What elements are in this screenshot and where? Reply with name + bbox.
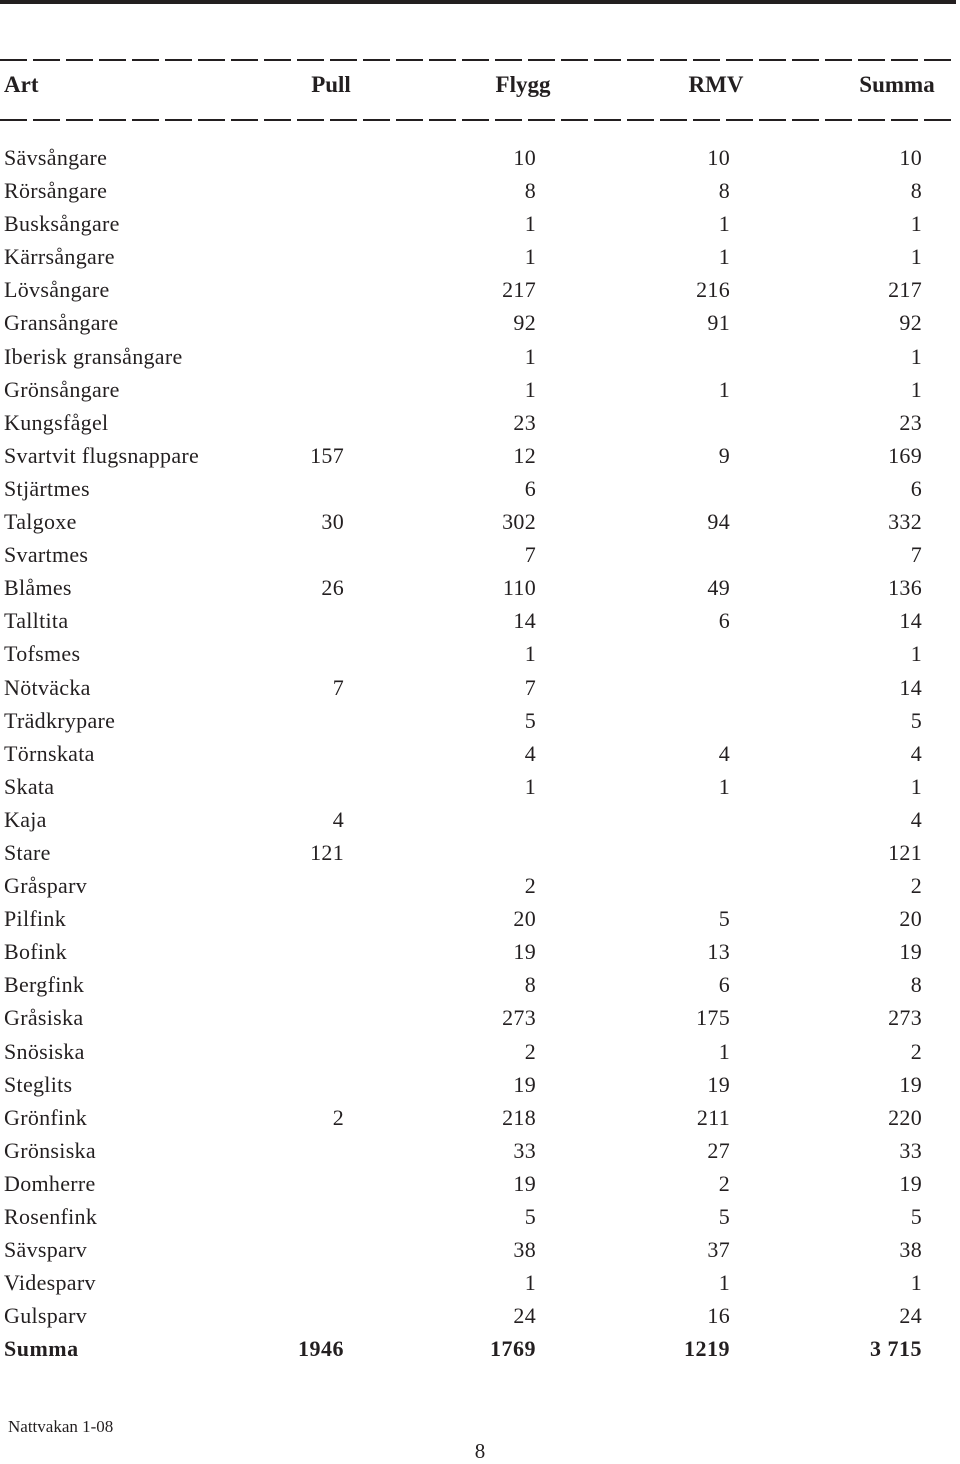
cell-summa: 1 xyxy=(910,343,922,369)
cell-art: Steglits xyxy=(4,1071,73,1097)
cell-summa: 10 xyxy=(899,145,922,170)
cell-summa: 92 xyxy=(899,310,922,336)
cell-summa: 20 xyxy=(899,906,922,932)
cell-flygg: 5 xyxy=(524,707,536,733)
cell-art: Domherre xyxy=(4,1170,96,1196)
cell-rmv: 175 xyxy=(696,1005,730,1031)
cell-art: Törnskata xyxy=(4,740,95,766)
table-row xyxy=(0,902,956,935)
cell-art: Bofink xyxy=(4,939,67,965)
table-row xyxy=(0,306,956,339)
cell-summa: 14 xyxy=(899,608,922,634)
table-row xyxy=(0,869,956,902)
cell-summa: 136 xyxy=(888,575,922,601)
cell-rmv: 6 xyxy=(718,972,730,998)
cell-art: Svartmes xyxy=(4,542,89,568)
table-row xyxy=(0,704,956,737)
cell-flygg: 1 xyxy=(524,343,536,369)
cell-summa: 1 xyxy=(910,1270,922,1296)
table-header xyxy=(0,68,956,102)
cell-rmv: 9 xyxy=(718,442,730,468)
cell-art: Kaja xyxy=(4,806,47,832)
cell-rmv: 19 xyxy=(707,1071,730,1097)
cell-rmv: 5 xyxy=(718,906,730,932)
cell-flygg: 1 xyxy=(524,376,536,402)
cell-summa: 8 xyxy=(910,178,922,204)
cell-rmv: 1 xyxy=(718,244,730,270)
cell-rmv: 27 xyxy=(707,1137,730,1163)
cell-summa: 2 xyxy=(910,873,922,899)
header-dashed-rule-bottom xyxy=(0,119,956,121)
cell-summa: 19 xyxy=(899,939,922,965)
cell-flygg: 2 xyxy=(524,873,536,899)
table-row xyxy=(0,1200,956,1233)
header-art: Art xyxy=(4,72,39,97)
cell-art: Grönsiska xyxy=(4,1137,96,1163)
table-row xyxy=(0,1134,956,1167)
cell-flygg: 24 xyxy=(513,1303,536,1329)
cell-rmv: 1 xyxy=(718,1038,730,1064)
cell-art: Lövsångare xyxy=(4,277,110,303)
table-row xyxy=(0,273,956,306)
cell-rmv: 5 xyxy=(718,1204,730,1229)
cell-summa: 23 xyxy=(899,409,922,435)
cell-pull: 7 xyxy=(332,674,344,700)
table-row xyxy=(0,1101,956,1134)
header-pull: Pull xyxy=(311,72,351,97)
cell-art: Talltita xyxy=(4,608,69,634)
cell-summa: 1 xyxy=(910,244,922,270)
cell-summa: 19 xyxy=(899,1170,922,1196)
cell-rmv: 2 xyxy=(718,1170,730,1196)
cell-summa: 217 xyxy=(888,277,922,303)
cell-art: Nötväcka xyxy=(4,674,91,700)
table-row xyxy=(0,1233,956,1266)
top-rule xyxy=(0,0,956,4)
cell-art: Bergfink xyxy=(4,972,85,998)
cell-rmv: 49 xyxy=(707,575,730,601)
cell-pull: 157 xyxy=(310,442,344,468)
table-row xyxy=(0,1266,956,1299)
cell-rmv: 4 xyxy=(718,740,730,766)
cell-flygg: 19 xyxy=(513,939,536,965)
cell-flygg: 1 xyxy=(524,244,536,270)
cell-flygg: 273 xyxy=(502,1005,536,1031)
cell-rmv: 8 xyxy=(718,178,730,204)
header-summa: Summa xyxy=(859,72,935,97)
table-row xyxy=(0,1068,956,1101)
cell-summa: 5 xyxy=(910,1204,922,1229)
table-row xyxy=(0,472,956,505)
cell-summa: 8 xyxy=(910,972,922,998)
table-row xyxy=(0,770,956,803)
cell-art: Summa xyxy=(4,1336,79,1362)
cell-flygg: 14 xyxy=(513,608,536,634)
table-row xyxy=(0,1167,956,1200)
cell-flygg: 2 xyxy=(524,1038,536,1064)
page-number: 8 xyxy=(474,1439,486,1463)
cell-rmv: 1 xyxy=(718,773,730,799)
cell-summa: 38 xyxy=(899,1237,922,1263)
table-row xyxy=(0,240,956,273)
cell-pull: 26 xyxy=(321,575,344,601)
cell-flygg: 33 xyxy=(513,1137,536,1163)
cell-flygg: 12 xyxy=(513,442,536,468)
cell-pull: 2 xyxy=(332,1104,344,1130)
header-flygg: Flygg xyxy=(495,72,551,97)
table-row xyxy=(0,637,956,670)
cell-flygg: 8 xyxy=(524,178,536,204)
cell-art: Videsparv xyxy=(4,1270,96,1296)
cell-art: Skata xyxy=(4,773,55,799)
table-row xyxy=(0,174,956,207)
cell-art: Iberisk gransångare xyxy=(4,343,183,369)
cell-pull: 4 xyxy=(332,806,344,832)
table-row xyxy=(0,340,956,373)
cell-summa: 1 xyxy=(910,376,922,402)
cell-flygg: 6 xyxy=(524,475,536,501)
cell-flygg: 1769 xyxy=(490,1336,536,1362)
cell-pull: 30 xyxy=(321,509,344,535)
cell-rmv: 216 xyxy=(696,277,730,303)
cell-art: Kungsfågel xyxy=(4,409,109,435)
header-dashed-rule-top xyxy=(0,59,956,61)
cell-art: Talgoxe xyxy=(4,509,77,535)
cell-art: Gulsparv xyxy=(4,1303,88,1329)
cell-rmv: 10 xyxy=(707,145,730,170)
cell-flygg: 1 xyxy=(524,641,536,667)
cell-summa: 19 xyxy=(899,1071,922,1097)
cell-flygg: 19 xyxy=(513,1071,536,1097)
cell-summa: 220 xyxy=(888,1104,922,1130)
cell-summa: 3 715 xyxy=(870,1336,922,1362)
cell-art: Kärrsångare xyxy=(4,244,115,270)
table-row xyxy=(0,505,956,538)
cell-art: Busksångare xyxy=(4,211,120,237)
cell-summa: 4 xyxy=(910,806,922,832)
cell-summa: 121 xyxy=(888,839,922,865)
cell-rmv: 91 xyxy=(707,310,730,336)
cell-flygg: 1 xyxy=(524,211,536,237)
cell-flygg: 217 xyxy=(502,277,536,303)
cell-summa: 273 xyxy=(888,1005,922,1031)
cell-art: Gråsiska xyxy=(4,1005,84,1031)
cell-art: Gransångare xyxy=(4,310,119,336)
cell-rmv: 1219 xyxy=(684,1336,730,1362)
table-row xyxy=(0,207,956,240)
cell-summa: 1 xyxy=(910,773,922,799)
cell-art: Stare xyxy=(4,839,51,865)
cell-summa: 332 xyxy=(888,509,922,535)
cell-art: Sävsångare xyxy=(4,145,108,170)
table-row xyxy=(0,737,956,770)
table-row xyxy=(0,836,956,869)
cell-art: Pilfink xyxy=(4,906,66,932)
cell-flygg: 20 xyxy=(513,906,536,932)
cell-flygg: 218 xyxy=(502,1104,536,1130)
cell-summa: 14 xyxy=(899,674,922,700)
cell-rmv: 6 xyxy=(718,608,730,634)
cell-flygg: 19 xyxy=(513,1170,536,1196)
table-row xyxy=(0,406,956,439)
cell-art: Snösiska xyxy=(4,1038,85,1064)
cell-rmv: 94 xyxy=(707,509,730,535)
table-row xyxy=(0,373,956,406)
cell-rmv: 1 xyxy=(718,211,730,237)
table-row xyxy=(0,571,956,604)
cell-flygg: 7 xyxy=(524,674,536,700)
cell-flygg: 38 xyxy=(513,1237,536,1263)
cell-summa: 24 xyxy=(899,1303,922,1329)
publication-name: Nattvakan 1-08 xyxy=(8,1417,114,1436)
cell-rmv: 37 xyxy=(707,1237,730,1263)
cell-summa: 33 xyxy=(899,1137,922,1163)
table-row xyxy=(0,141,956,174)
table-row xyxy=(0,538,956,571)
cell-summa: 2 xyxy=(910,1038,922,1064)
table-row xyxy=(0,439,956,472)
cell-art: Stjärtmes xyxy=(4,475,90,501)
cell-summa: 1 xyxy=(910,211,922,237)
cell-art: Svartvit flugsnappare xyxy=(4,442,200,468)
cell-rmv: 1 xyxy=(718,1270,730,1296)
cell-art: Gråsparv xyxy=(4,873,88,899)
cell-art: Rosenfink xyxy=(4,1204,98,1229)
total-row xyxy=(0,1332,956,1365)
table-row xyxy=(0,604,956,637)
cell-pull: 121 xyxy=(310,839,344,865)
cell-art: Rörsångare xyxy=(4,178,108,204)
cell-flygg: 4 xyxy=(524,740,536,766)
cell-pull: 1946 xyxy=(298,1336,344,1362)
cell-flygg: 23 xyxy=(513,409,536,435)
cell-flygg: 302 xyxy=(502,509,536,535)
cell-flygg: 1 xyxy=(524,1270,536,1296)
table-row xyxy=(0,935,956,968)
table-row xyxy=(0,671,956,704)
cell-flygg: 10 xyxy=(513,145,536,170)
cell-flygg: 1 xyxy=(524,773,536,799)
cell-flygg: 110 xyxy=(502,575,536,601)
cell-art: Grönsångare xyxy=(4,376,120,402)
cell-art: Blåmes xyxy=(4,575,72,601)
cell-summa: 169 xyxy=(888,442,922,468)
table-row xyxy=(0,1035,956,1068)
cell-rmv: 211 xyxy=(696,1104,730,1130)
header-rmv: RMV xyxy=(688,72,744,97)
cell-art: Tofsmes xyxy=(4,641,81,667)
cell-art: Grönfink xyxy=(4,1104,88,1130)
cell-flygg: 7 xyxy=(524,542,536,568)
cell-summa: 4 xyxy=(910,740,922,766)
table-row xyxy=(0,968,956,1001)
table-row xyxy=(0,803,956,836)
cell-art: Trädkrypare xyxy=(4,707,116,733)
table-body xyxy=(0,141,956,1365)
cell-flygg: 5 xyxy=(524,1204,536,1229)
cell-summa: 6 xyxy=(910,475,922,501)
cell-summa: 7 xyxy=(910,542,922,568)
table-row xyxy=(0,1001,956,1034)
cell-flygg: 8 xyxy=(524,972,536,998)
cell-rmv: 13 xyxy=(707,939,730,965)
cell-art: Sävsparv xyxy=(4,1237,88,1263)
table-row xyxy=(0,1299,956,1332)
cell-summa: 1 xyxy=(910,641,922,667)
cell-rmv: 16 xyxy=(707,1303,730,1329)
cell-summa: 5 xyxy=(910,707,922,733)
cell-flygg: 92 xyxy=(513,310,536,336)
cell-rmv: 1 xyxy=(718,376,730,402)
